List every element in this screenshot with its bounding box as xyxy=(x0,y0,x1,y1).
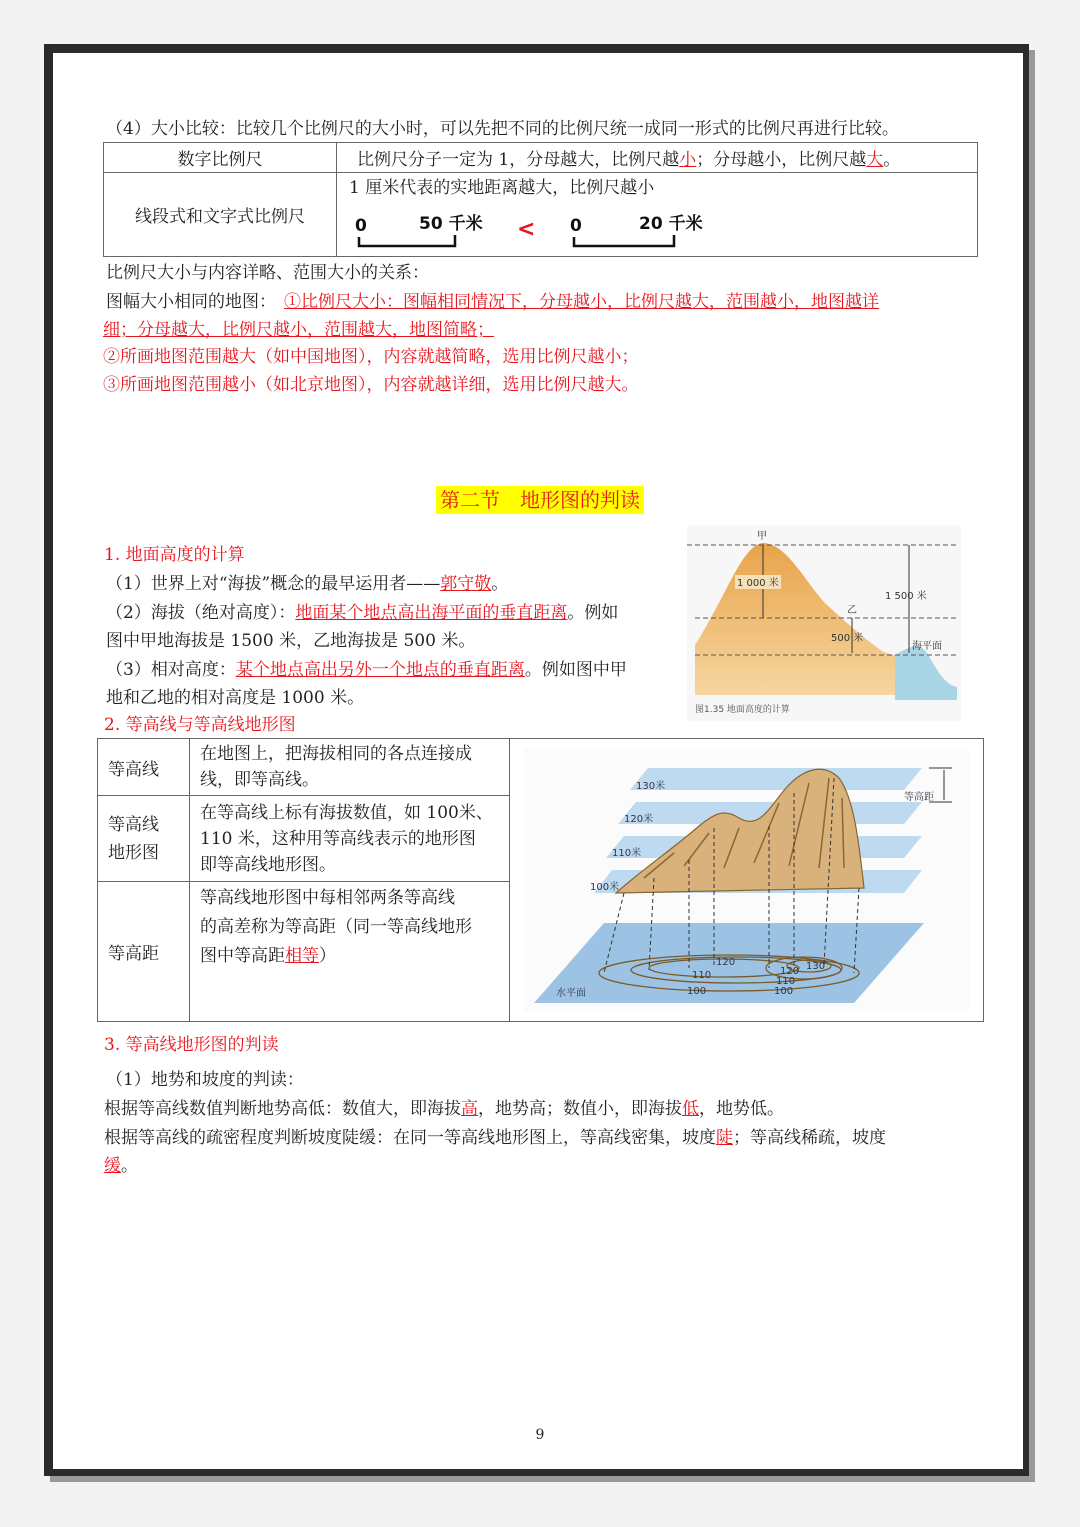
relation-line1-answer: ①比例尺大小：图幅相同情况下，分母越小，比例尺越大，范围越小，地图越详 xyxy=(284,292,879,312)
heading-contour: 2. 等高线与等高线地形图 xyxy=(104,715,296,735)
rule2-text2: ；等高线稀疏，坡度 xyxy=(733,1128,886,1148)
section-title: 第二节 地形图的判读 xyxy=(436,486,644,514)
contour-desc-2-line2: 110 米，这种用等高线表示的地形图 xyxy=(200,828,476,849)
bar2-zero: 0 xyxy=(570,216,582,236)
scale-table xyxy=(103,142,978,257)
contour-label-100b: 100 xyxy=(774,986,794,997)
contour-term-2 xyxy=(98,796,190,882)
rule2-end: 。 xyxy=(121,1156,138,1176)
ground-height-p2-cont: 图中甲地海拔是 1500 米，乙地海拔是 500 米。 xyxy=(106,631,476,651)
p1-end: 。 xyxy=(491,574,509,594)
scale-row2-desc: 1 厘米代表的实地距离越大，比例尺越小 xyxy=(349,178,655,198)
label-interval: 等高距 xyxy=(904,792,934,803)
contour-term-2-line2: 地形图 xyxy=(108,842,159,863)
label-sea-level: 海平面 xyxy=(912,641,942,652)
rule1-end: ，地势低。 xyxy=(699,1099,784,1119)
relation-line1 xyxy=(106,288,879,316)
contour-figure-cell xyxy=(510,739,984,1022)
reading-rule2-cont xyxy=(104,1152,138,1180)
contour-desc-3-text: 图中等高距 xyxy=(200,946,285,966)
contour-desc-3 xyxy=(190,882,510,1022)
relation-prefix: 图幅大小相同的地图： xyxy=(106,292,276,312)
p3-end: 。例如图中甲 xyxy=(524,660,627,680)
bar1-line xyxy=(359,235,455,246)
label-1500: 1 500 米 xyxy=(885,591,927,602)
contour-term-2-line1: 等高线 xyxy=(108,814,159,835)
label-yi: 乙 xyxy=(847,605,857,616)
contour-desc-1-line1: 在地图上，把海拔相同的各点连接成 xyxy=(200,744,472,764)
contour-desc-3-answer: 相等 xyxy=(285,946,319,966)
ground-height-figure xyxy=(687,525,961,721)
scale-row1-text-a: 比例尺分子一定为 1，分母越大，比例尺越 xyxy=(357,150,680,170)
label-jia: 甲 xyxy=(757,531,767,542)
p2-text: （2）海拔（绝对高度）： xyxy=(106,603,296,623)
scale-row1-answer-b: 大 xyxy=(866,150,884,170)
p1-text: （1）世界上对“海拔”概念的最早运用者—— xyxy=(106,574,441,594)
bar2-label: 20 千米 xyxy=(639,214,703,234)
contour-desc-3-line1: 等高线地形图中每相邻两条等高线 xyxy=(200,888,455,908)
label-100: 100米 xyxy=(590,882,620,893)
label-500: 500 米 xyxy=(831,633,864,644)
bar2-line xyxy=(574,235,674,246)
label-130: 130米 xyxy=(636,781,666,792)
relation-title: 比例尺大小与内容详略、范围大小的关系： xyxy=(106,263,429,283)
reading-rule1 xyxy=(104,1095,784,1123)
contour-desc-2-line1: 在等高线上标有海拔数值，如 100米、 xyxy=(200,802,493,823)
contour-label-130b: 130 xyxy=(806,961,826,972)
heading-ground-height: 1. 地面高度的计算 xyxy=(104,545,245,565)
rule2-answer1: 陡 xyxy=(716,1128,733,1148)
contour-figure xyxy=(524,748,969,1012)
contour-label-120a: 120 xyxy=(716,957,736,968)
p2-answer: 地面某个地点高出海平面的垂直距离 xyxy=(295,603,568,623)
label-1000: 1 000 米 xyxy=(737,578,779,589)
ground-height-p3 xyxy=(106,656,627,684)
ground-height-p3-cont: 地和乙地的相对高度是 1000 米。 xyxy=(106,688,365,708)
line-scale-bars xyxy=(349,205,714,255)
contour-label-110a: 110 xyxy=(692,970,712,981)
scale-row2-cell xyxy=(337,173,978,257)
scale-row1-answer-a: 小 xyxy=(679,150,697,170)
contour-label-120b: 120 xyxy=(780,966,800,977)
contour-desc-1-line2: 线，即等高线。 xyxy=(200,770,319,790)
label-base-plane: 水平面 xyxy=(556,988,586,999)
page-number: 9 xyxy=(535,1427,545,1443)
contour-desc-2 xyxy=(190,796,510,882)
p3-answer: 某个地点高出另外一个地点的垂直距离 xyxy=(235,660,525,680)
contour-table xyxy=(97,738,984,1022)
contour-desc-2-line3: 即等高线地形图。 xyxy=(200,854,336,875)
scale-row2-label: 线段式和文字式比例尺 xyxy=(104,173,337,257)
contour-term-1: 等高线 xyxy=(98,739,190,796)
contour-label-110b: 110 xyxy=(776,976,796,987)
rule1-answer2: 低 xyxy=(682,1099,699,1119)
ground-height-p2 xyxy=(106,599,618,627)
contour-desc-3-end: ） xyxy=(319,946,336,966)
contour-desc-3-line2: 的高差称为等高距（同一等高线地形 xyxy=(200,917,472,937)
ground-height-p1 xyxy=(106,570,508,598)
rule1-text2: ，地势高；数值小，即海拔 xyxy=(478,1099,682,1119)
section-title-wrap xyxy=(0,484,1080,513)
figure1-caption: 图1.35 地面高度的计算 xyxy=(695,705,790,715)
p1-answer: 郭守敬 xyxy=(440,574,492,594)
scale-row1-text-c: 。 xyxy=(883,150,901,170)
contour-label-100a: 100 xyxy=(687,986,707,997)
scale-row1-label: 数字比例尺 xyxy=(104,143,337,173)
scale-row1-desc xyxy=(337,143,978,173)
heading-reading: 3. 等高线地形图的判读 xyxy=(104,1035,279,1055)
scale-row1-text-b: ；分母越小，比例尺越 xyxy=(696,150,867,170)
bar1-label: 50 千米 xyxy=(419,214,483,234)
rule2-answer2: 缓 xyxy=(104,1156,121,1176)
reading-q1: （1）地势和坡度的判读： xyxy=(106,1070,304,1090)
contour-desc-1 xyxy=(190,739,510,796)
plane-130 xyxy=(630,768,922,790)
rule2-text: 根据等高线的疏密程度判断坡度陡缓：在同一等高线地形图上，等高线密集，坡度 xyxy=(104,1128,716,1148)
scale-compare-text: （4）大小比较：比较几个比例尺的大小时，可以先把不同的比例尺统一成同一形式的比例尺再进行比较。 xyxy=(106,119,899,139)
relation-line3: ②所画地图范围越大（如中国地图），内容就越简略，选用比例尺越小； xyxy=(103,347,639,367)
contour-term-3: 等高距 xyxy=(98,882,190,1022)
reading-rule2 xyxy=(104,1124,886,1152)
rule1-text: 根据等高线数值判断地势高低：数值大，即海拔 xyxy=(104,1099,461,1119)
p3-text: （3）相对高度： xyxy=(106,660,236,680)
relation-line2: 细；分母越大，比例尺越小，范围越大，地图简略； xyxy=(103,320,494,340)
rule1-answer1: 高 xyxy=(461,1099,478,1119)
label-120: 120米 xyxy=(624,814,654,825)
contour-desc-3-line3 xyxy=(200,942,508,971)
p2-end: 。例如 xyxy=(567,603,619,623)
relation-line4: ③所画地图范围越小（如北京地图），内容就越详细，选用比例尺越大。 xyxy=(103,375,639,395)
bar1-zero: 0 xyxy=(355,216,367,236)
label-110: 110米 xyxy=(612,848,642,859)
compare-symbol: < xyxy=(517,217,536,242)
